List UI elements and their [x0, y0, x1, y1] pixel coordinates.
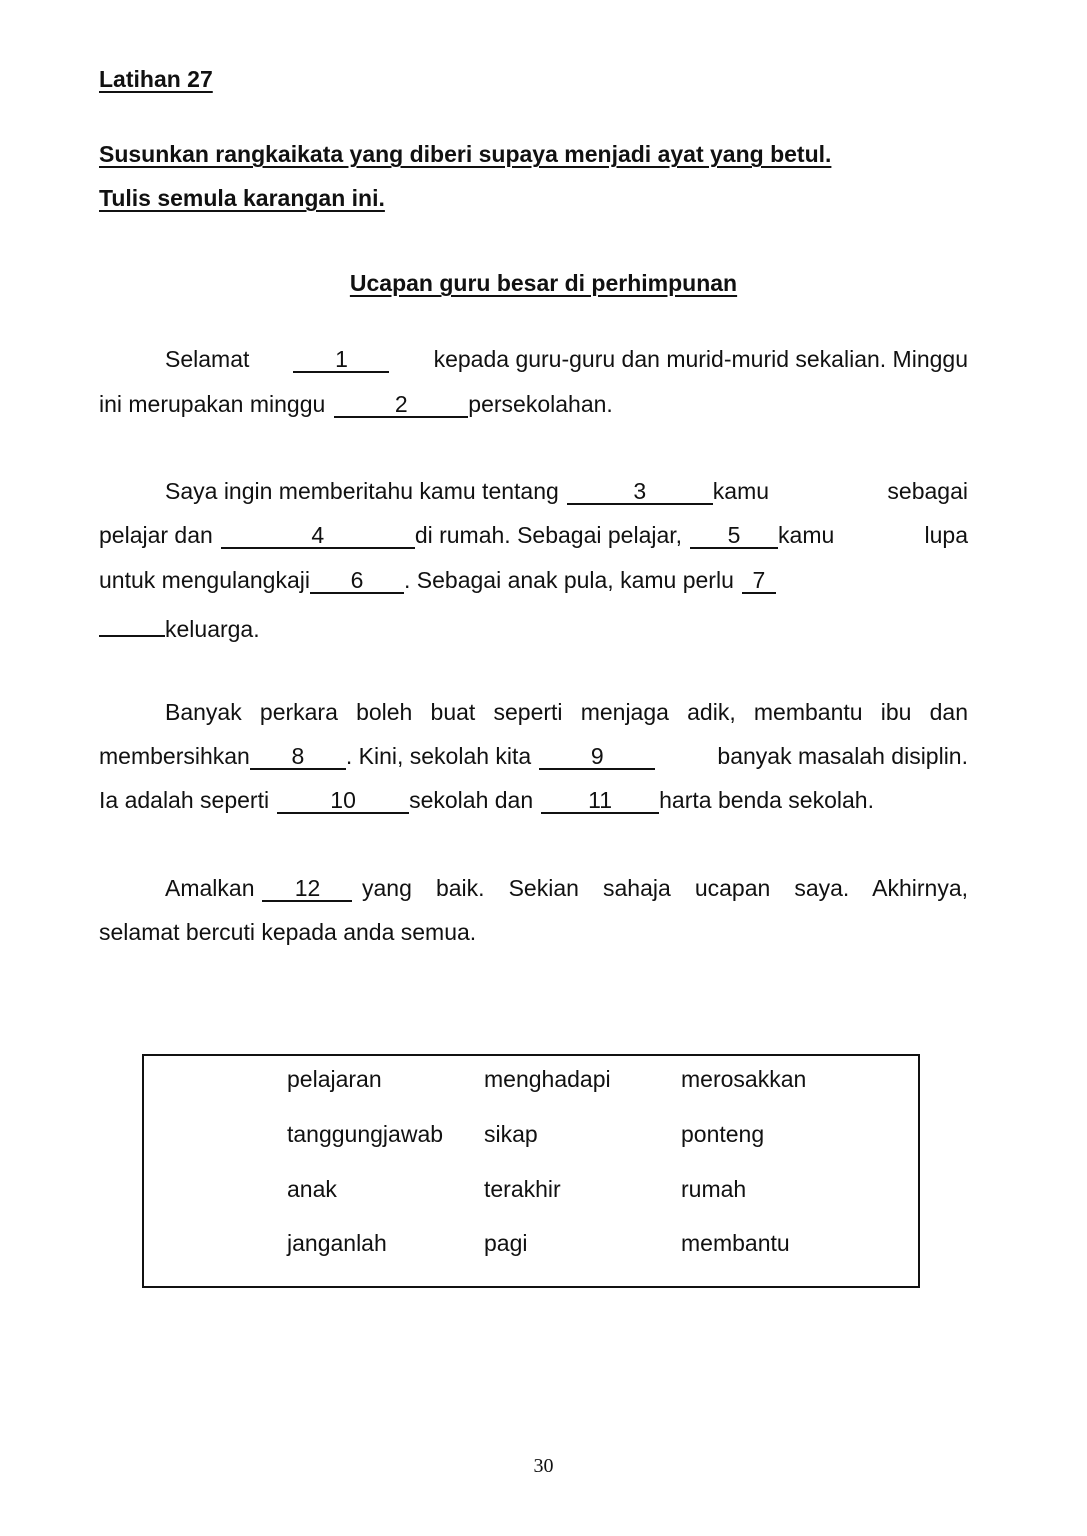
- blank-6[interactable]: 6: [310, 568, 404, 594]
- paragraph-3-line-3: [99, 787, 968, 817]
- text-segment: kamu: [712, 478, 770, 504]
- text-segment: ini merupakan minggu: [99, 391, 326, 417]
- text-segment: yang baik. Sekian sahaja ucapan saya. Akhirnya,: [362, 875, 968, 901]
- text-segment: sekolah dan: [409, 787, 534, 813]
- text-segment: Amalkan: [165, 875, 255, 901]
- exercise-title: Latihan 27: [99, 66, 213, 92]
- paragraph-4-line-2: [99, 919, 968, 949]
- word-bank-item: membantu: [681, 1230, 790, 1256]
- blank-3[interactable]: 3: [567, 479, 713, 505]
- essay-title-text: Ucapan guru besar di perhimpunan: [349, 270, 738, 296]
- text-segment: . Sebagai anak pula, kamu perlu: [403, 567, 734, 593]
- blank-8[interactable]: 8: [250, 744, 346, 770]
- word-bank-item: ponteng: [681, 1121, 765, 1147]
- text-segment: Banyak perkara boleh buat seperti menjaga adik, membantu ibu dan: [165, 699, 968, 725]
- blank-9[interactable]: 9: [539, 744, 655, 770]
- text-group: [165, 478, 769, 505]
- text-segment: . Kini, sekolah kita: [345, 743, 532, 769]
- text-segment: selamat bercuti kepada anda semua.: [99, 919, 477, 945]
- word-bank-item: sikap: [484, 1121, 538, 1147]
- paragraph-3-line-1: [165, 699, 968, 729]
- blank-7-continued: [99, 611, 165, 637]
- blank-10[interactable]: 10: [277, 788, 409, 814]
- text-group: [99, 743, 655, 770]
- word-bank-item: pelajaran: [287, 1066, 382, 1092]
- paragraph-2-line-2: [99, 522, 968, 552]
- instruction-line-1: Susunkan rangkaikata yang diberi supaya menjadi ayat yang betul.: [99, 141, 832, 167]
- text-segment: banyak masalah disiplin.: [717, 743, 968, 769]
- text-segment: kepada guru-guru dan murid-murid sekalian. Minggu: [433, 346, 968, 372]
- word-bank-item: rumah: [681, 1176, 747, 1202]
- paragraph-1-line-1: [165, 346, 968, 376]
- text-segment: persekolahan.: [468, 391, 613, 417]
- text-segment: sebagai: [887, 478, 968, 504]
- text-group: [165, 875, 352, 902]
- paragraph-2-line-4: [99, 611, 968, 641]
- blank-4[interactable]: 4: [221, 523, 415, 549]
- instruction-line-2: Tulis semula karangan ini.: [99, 185, 385, 211]
- text-segment: di rumah. Sebagai pelajar,: [414, 522, 683, 548]
- text-segment: pelajar dan: [99, 522, 213, 548]
- word-bank-item: pagi: [484, 1230, 528, 1256]
- text-segment: kamu: [778, 522, 835, 548]
- word-bank-item: janganlah: [287, 1230, 387, 1256]
- word-bank-box: [142, 1054, 920, 1288]
- blank-11[interactable]: 11: [541, 788, 659, 814]
- paragraph-2-line-3: [99, 567, 968, 597]
- text-segment: Ia adalah seperti: [99, 787, 270, 813]
- paragraph-4-line-1: [165, 875, 968, 905]
- word-bank-item: terakhir: [484, 1176, 561, 1202]
- word-bank-item: merosakkan: [681, 1066, 807, 1092]
- essay-title: [0, 270, 1087, 297]
- text-segment: harta benda sekolah.: [659, 787, 874, 813]
- paragraph-1-line-2: [99, 391, 968, 421]
- blank-7[interactable]: 7: [742, 568, 776, 594]
- paragraph-3-line-2: [99, 743, 968, 773]
- word-bank-item: menghadapi: [484, 1066, 611, 1092]
- blank-12[interactable]: 12: [262, 876, 352, 902]
- text-segment: untuk mengulangkaji: [99, 567, 310, 593]
- blank-5[interactable]: 5: [690, 523, 778, 549]
- text-segment: keluarga.: [165, 616, 260, 642]
- blank-1[interactable]: 1: [293, 347, 389, 373]
- text-group: [99, 522, 834, 549]
- blank-2[interactable]: 2: [334, 392, 468, 418]
- text-segment: membersihkan: [99, 743, 250, 769]
- text-segment: lupa: [924, 522, 968, 548]
- text-segment: Saya ingin memberitahu kamu tentang: [165, 478, 559, 504]
- paragraph-2-line-1: [165, 478, 968, 508]
- text-segment: Selamat: [165, 346, 250, 372]
- word-bank-item: tanggungjawab: [287, 1121, 444, 1147]
- page-number: 30: [533, 1455, 554, 1477]
- word-bank-item: anak: [287, 1176, 337, 1202]
